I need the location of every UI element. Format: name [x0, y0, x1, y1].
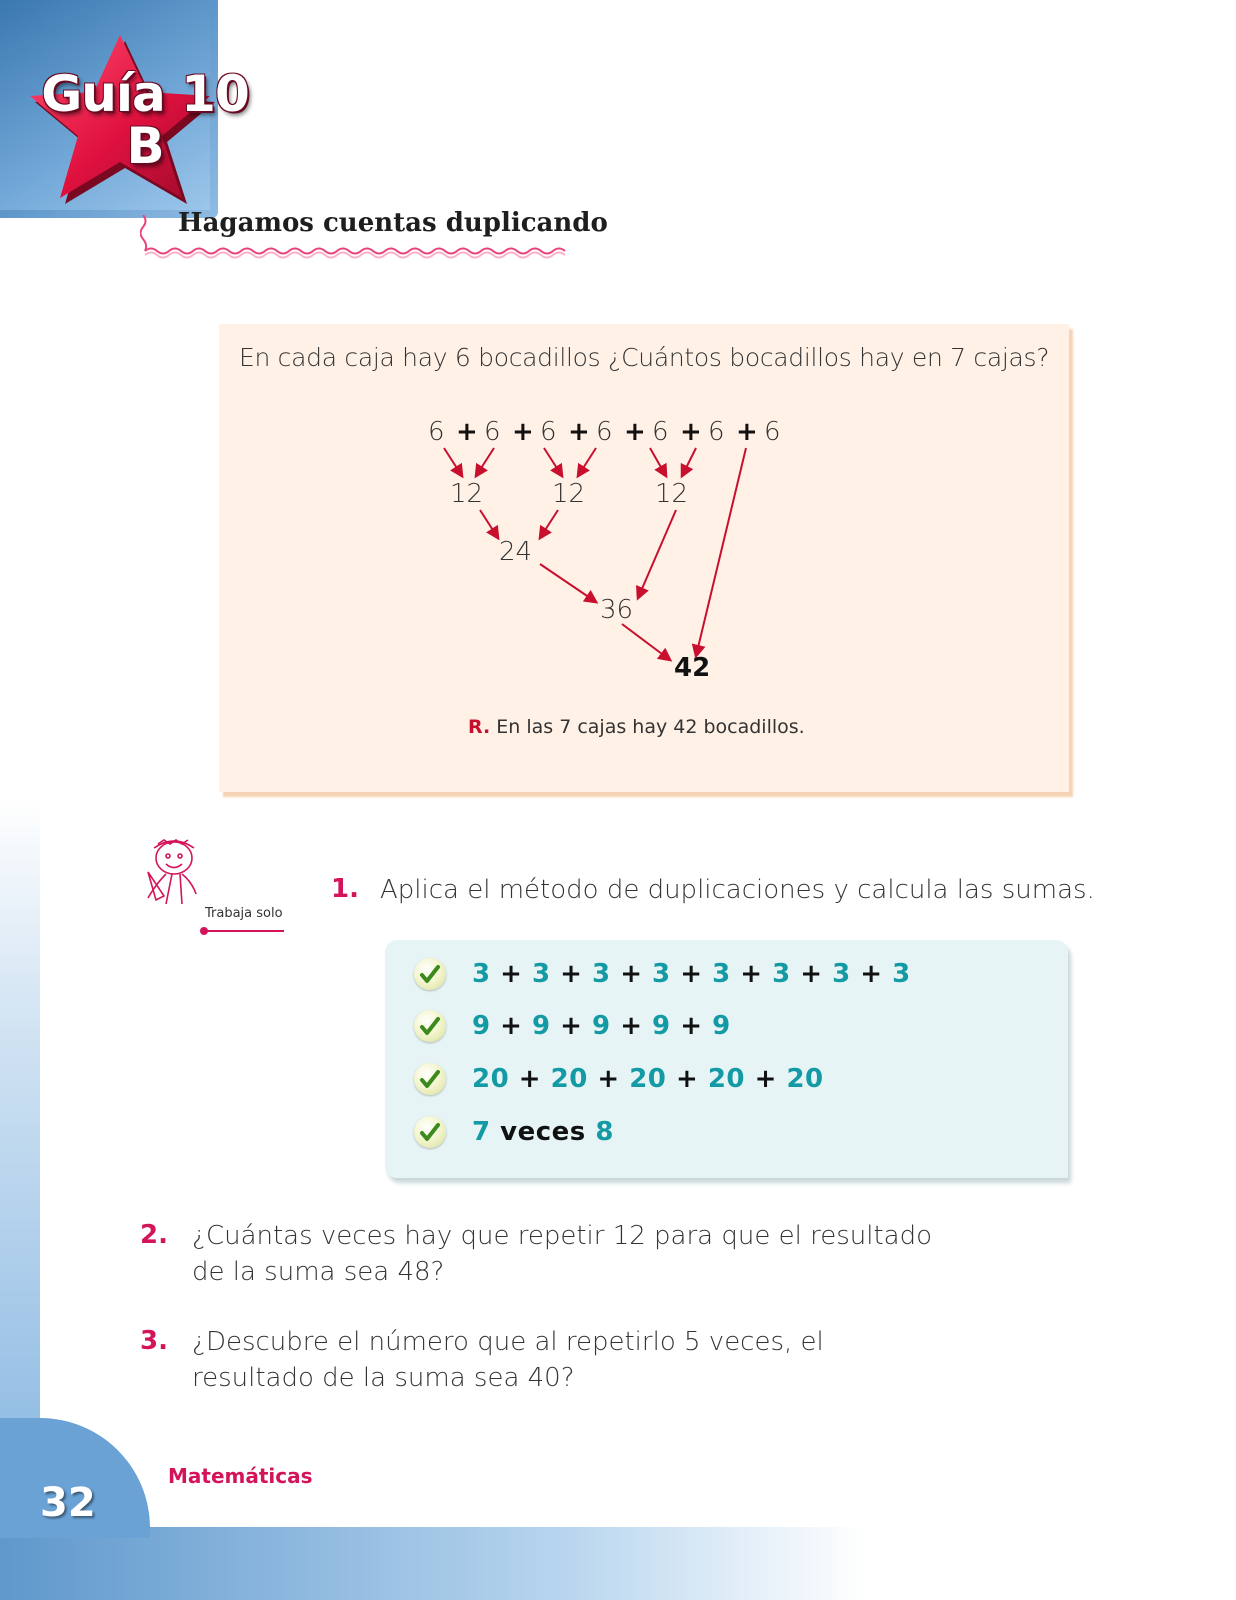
side-strip-decoration [0, 800, 40, 1460]
expression-3: 20 + 20 + 20 + 20 + 20 [472, 1064, 824, 1094]
term-2: 6 [484, 417, 501, 447]
plus-1: + [456, 417, 478, 447]
exercise-2-text: ¿Cuántas veces hay que repetir 12 para que el resultado de la suma sea 48? [192, 1221, 932, 1287]
exercise-3-text: ¿Descubre el número que al repetirlo 5 veces, el resultado de la suma sea 40? [192, 1327, 824, 1393]
work-alone-dot [200, 927, 208, 935]
term-1: 6 [428, 417, 445, 447]
plus-3: + [568, 417, 590, 447]
expression-1: 3 + 3 + 3 + 3 + 3 + 3 + 3 + 3 [472, 959, 911, 989]
pair-sum-2: 12 [552, 479, 586, 509]
plus-4: + [624, 417, 646, 447]
guide-number: Guía 10 [41, 65, 249, 123]
work-alone-label: Trabaja solo [205, 906, 283, 921]
guide-title [40, 65, 250, 175]
exercise-1-text: Aplica el método de duplicaciones y calcula las sumas. [380, 875, 1095, 905]
guide-letter: B [126, 117, 164, 175]
checkmark-icon [414, 1010, 446, 1042]
checkmark-icon [414, 1063, 446, 1095]
page-number: 32 [40, 1480, 96, 1526]
section-title: Hagamos cuentas duplicando [178, 208, 608, 238]
exercise-1-number: 1. [331, 874, 359, 904]
term-3: 6 [540, 417, 557, 447]
term-6: 6 [708, 417, 725, 447]
exercise-row-2 [414, 1006, 731, 1046]
exercise-row-4 [414, 1112, 614, 1152]
answer-text: En las 7 cajas hay 42 bocadillos. [496, 716, 805, 738]
plus-5: + [680, 417, 702, 447]
term-5: 6 [652, 417, 669, 447]
kid-drawing-icon [136, 834, 216, 914]
level3-sum: 36 [600, 595, 634, 625]
work-alone-underline [204, 930, 284, 932]
example-question: En cada caja hay 6 bocadillos ¿Cuántos bocadillos hay en 7 cajas? [239, 343, 1050, 372]
plus-2: + [512, 417, 534, 447]
level2-sum: 24 [499, 537, 533, 567]
doubling-tree-diagram [400, 410, 820, 700]
footer-subject: Matemáticas [168, 1464, 313, 1488]
checkmark-icon [414, 1116, 446, 1148]
expression-4: 7 veces 8 [472, 1117, 614, 1147]
exercise-row-3 [414, 1059, 824, 1099]
answer-prefix: R. [468, 716, 491, 738]
expression-2: 9 + 9 + 9 + 9 + 9 [472, 1011, 731, 1041]
checkmark-icon [414, 958, 446, 990]
pair-sum-3: 12 [655, 479, 689, 509]
exercise-row-1 [414, 954, 911, 994]
example-answer [468, 716, 805, 738]
final-result: 42 [674, 653, 711, 683]
exercise-2-number: 2. [140, 1220, 168, 1250]
plus-6: + [736, 417, 758, 447]
bottom-bar-decoration [0, 1527, 1236, 1600]
term-7: 6 [764, 417, 781, 447]
exercise-3-number: 3. [140, 1326, 168, 1356]
term-4: 6 [596, 417, 613, 447]
pair-sum-1: 12 [450, 479, 484, 509]
tree-arrows [444, 448, 746, 660]
